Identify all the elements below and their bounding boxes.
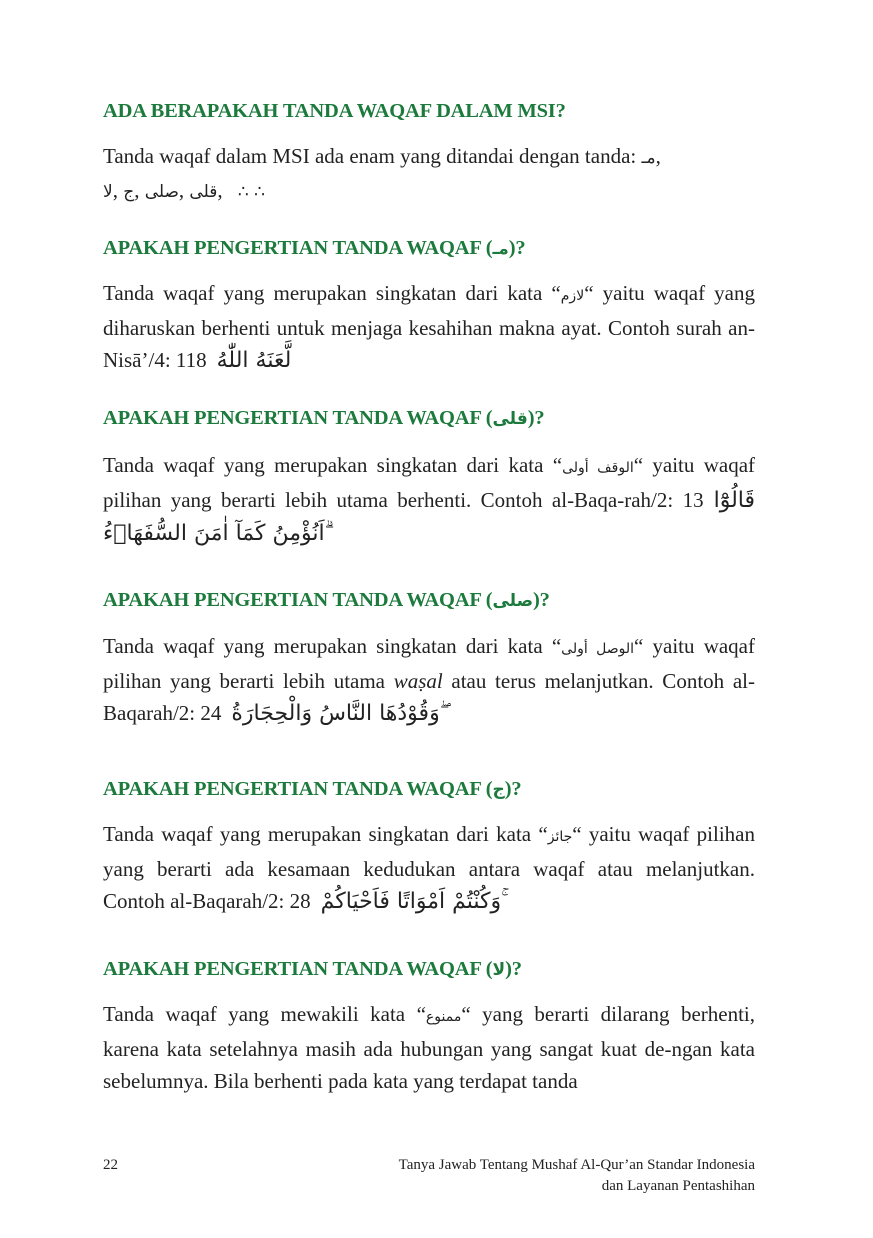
heading-text: APAKAH PENGERTIAN TANDA WAQAF ( [103, 589, 493, 611]
page-number: 22 [103, 1157, 118, 1173]
question-heading-4 [103, 589, 763, 612]
separator: , [134, 178, 140, 202]
answer-paragraph-1 [103, 140, 755, 208]
quran-verse: وَكُنْتُمْ اَمْوَاتًا فَاَحْيَاكُمْ ۚ [320, 889, 507, 914]
separator: , [217, 178, 223, 202]
running-footer [399, 1155, 755, 1197]
footer-title-line-1: Tanya Jawab Tentang Mushaf Al-Qur’an Standar Indonesia [398, 1157, 755, 1173]
separator: , [178, 178, 185, 202]
arabic-word: جائز [547, 829, 573, 845]
heading-text: APAKAH PENGERTIAN TANDA WAQAF ( [103, 407, 493, 429]
question-heading-6 [103, 958, 763, 981]
answer-text: “ yaitu waqaf pilihan yang berarti lebih utama [103, 634, 755, 693]
question-heading-2 [103, 237, 763, 260]
heading-symbol: مـ [492, 239, 509, 259]
answer-text: Tanda waqaf yang merupakan singkatan dari kata “ [103, 822, 548, 846]
heading-text: )? [505, 958, 522, 980]
quran-verse: قَالُوْٓا اَنُؤْمِنُ كَمَآ اٰمَنَ السُّفَهَاۤءُ ۗ [103, 488, 755, 546]
italic-term: waṣal [393, 669, 443, 693]
waqaf-symbol-la: لا [103, 182, 113, 202]
waqaf-symbol-muanaqah: ∴ ∴ [237, 182, 265, 202]
answer-paragraph-4 [103, 630, 755, 730]
arabic-word: الوقف أولى [562, 460, 634, 476]
arabic-word: ممنوع [425, 1009, 462, 1025]
question-heading-1: ADA BERAPAKAH TANDA WAQAF DALAM MSI? [103, 100, 566, 122]
quran-verse: لَّعَنَهُ اللّٰهُ [216, 348, 292, 373]
heading-symbol: ج [492, 780, 505, 800]
heading-text: APAKAH PENGERTIAN TANDA WAQAF ( [103, 237, 493, 259]
heading-symbol: صلى [492, 591, 534, 611]
answer-paragraph-5 [103, 818, 755, 918]
waqaf-symbol-mim: مـ [641, 148, 656, 168]
answer-text: Tanda waqaf dalam MSI ada enam yang ditandai dengan tanda: [103, 144, 642, 168]
answer-paragraph-2 [103, 277, 755, 377]
waqaf-symbol-sala: صلى [144, 182, 179, 202]
arabic-word: لازم [560, 288, 585, 304]
answer-text: Tanda waqaf yang merupakan singkatan dari kata “ [103, 281, 561, 305]
heading-text: )? [527, 407, 545, 429]
waqaf-symbol-qala: قلى [189, 182, 218, 202]
heading-text: APAKAH PENGERTIAN TANDA WAQAF ( [103, 958, 493, 980]
separator: , [655, 144, 661, 168]
heading-text: )? [504, 778, 522, 800]
question-heading-5 [103, 778, 763, 801]
answer-text: Tanda waqaf yang merupakan singkatan dari kata “ [103, 453, 563, 477]
heading-text: )? [533, 589, 550, 611]
footer-title-line-2: dan Layanan Pentashihan [601, 1178, 755, 1194]
answer-text: “ yang berarti dilarang berhenti, karena kata setelahnya masih ada hubungan yang sangat kuat de-ngan kata sebelumnya. Bila berhenti pada kata yang terdapat tanda [103, 1002, 755, 1093]
answer-text: atau terus melanjutkan. Contoh al-Baqarah/2: 24 [103, 669, 755, 725]
answer-text: “ yaitu waqaf yang diharuskan berhenti untuk menjaga kesahihan makna ayat. Contoh surah an-Nisā’/4: 118 [103, 281, 756, 372]
separator: , [112, 178, 118, 202]
question-heading-3 [103, 407, 763, 430]
answer-text: Tanda waqaf yang merupakan singkatan dari kata “ [103, 634, 562, 658]
quran-verse: وَقُوْدُهَا النَّاسُ وَالْحِجَارَةُ ۖ [231, 701, 446, 726]
waqaf-symbol-jim: ج [123, 182, 135, 202]
heading-symbol: قلى [492, 409, 528, 429]
answer-paragraph-6 [103, 998, 755, 1097]
answer-text: “ yaitu waqaf pilihan yang berarti ada kesamaan kedudukan antara waqaf atau melanjutkan. Contoh al-Baqarah/2: 28 [103, 822, 756, 913]
arabic-word: الوصل أولى [561, 641, 635, 657]
heading-symbol: لا [492, 960, 506, 980]
answer-paragraph-3 [103, 449, 755, 550]
heading-text: )? [508, 237, 526, 259]
answer-text: “ yaitu waqaf pilihan yang berarti lebih utama berhenti. Contoh al-Baqa-rah/2: 13 [103, 453, 756, 512]
answer-text: Tanda waqaf yang mewakili kata “ [103, 1002, 426, 1026]
heading-text: APAKAH PENGERTIAN TANDA WAQAF ( [103, 778, 493, 800]
